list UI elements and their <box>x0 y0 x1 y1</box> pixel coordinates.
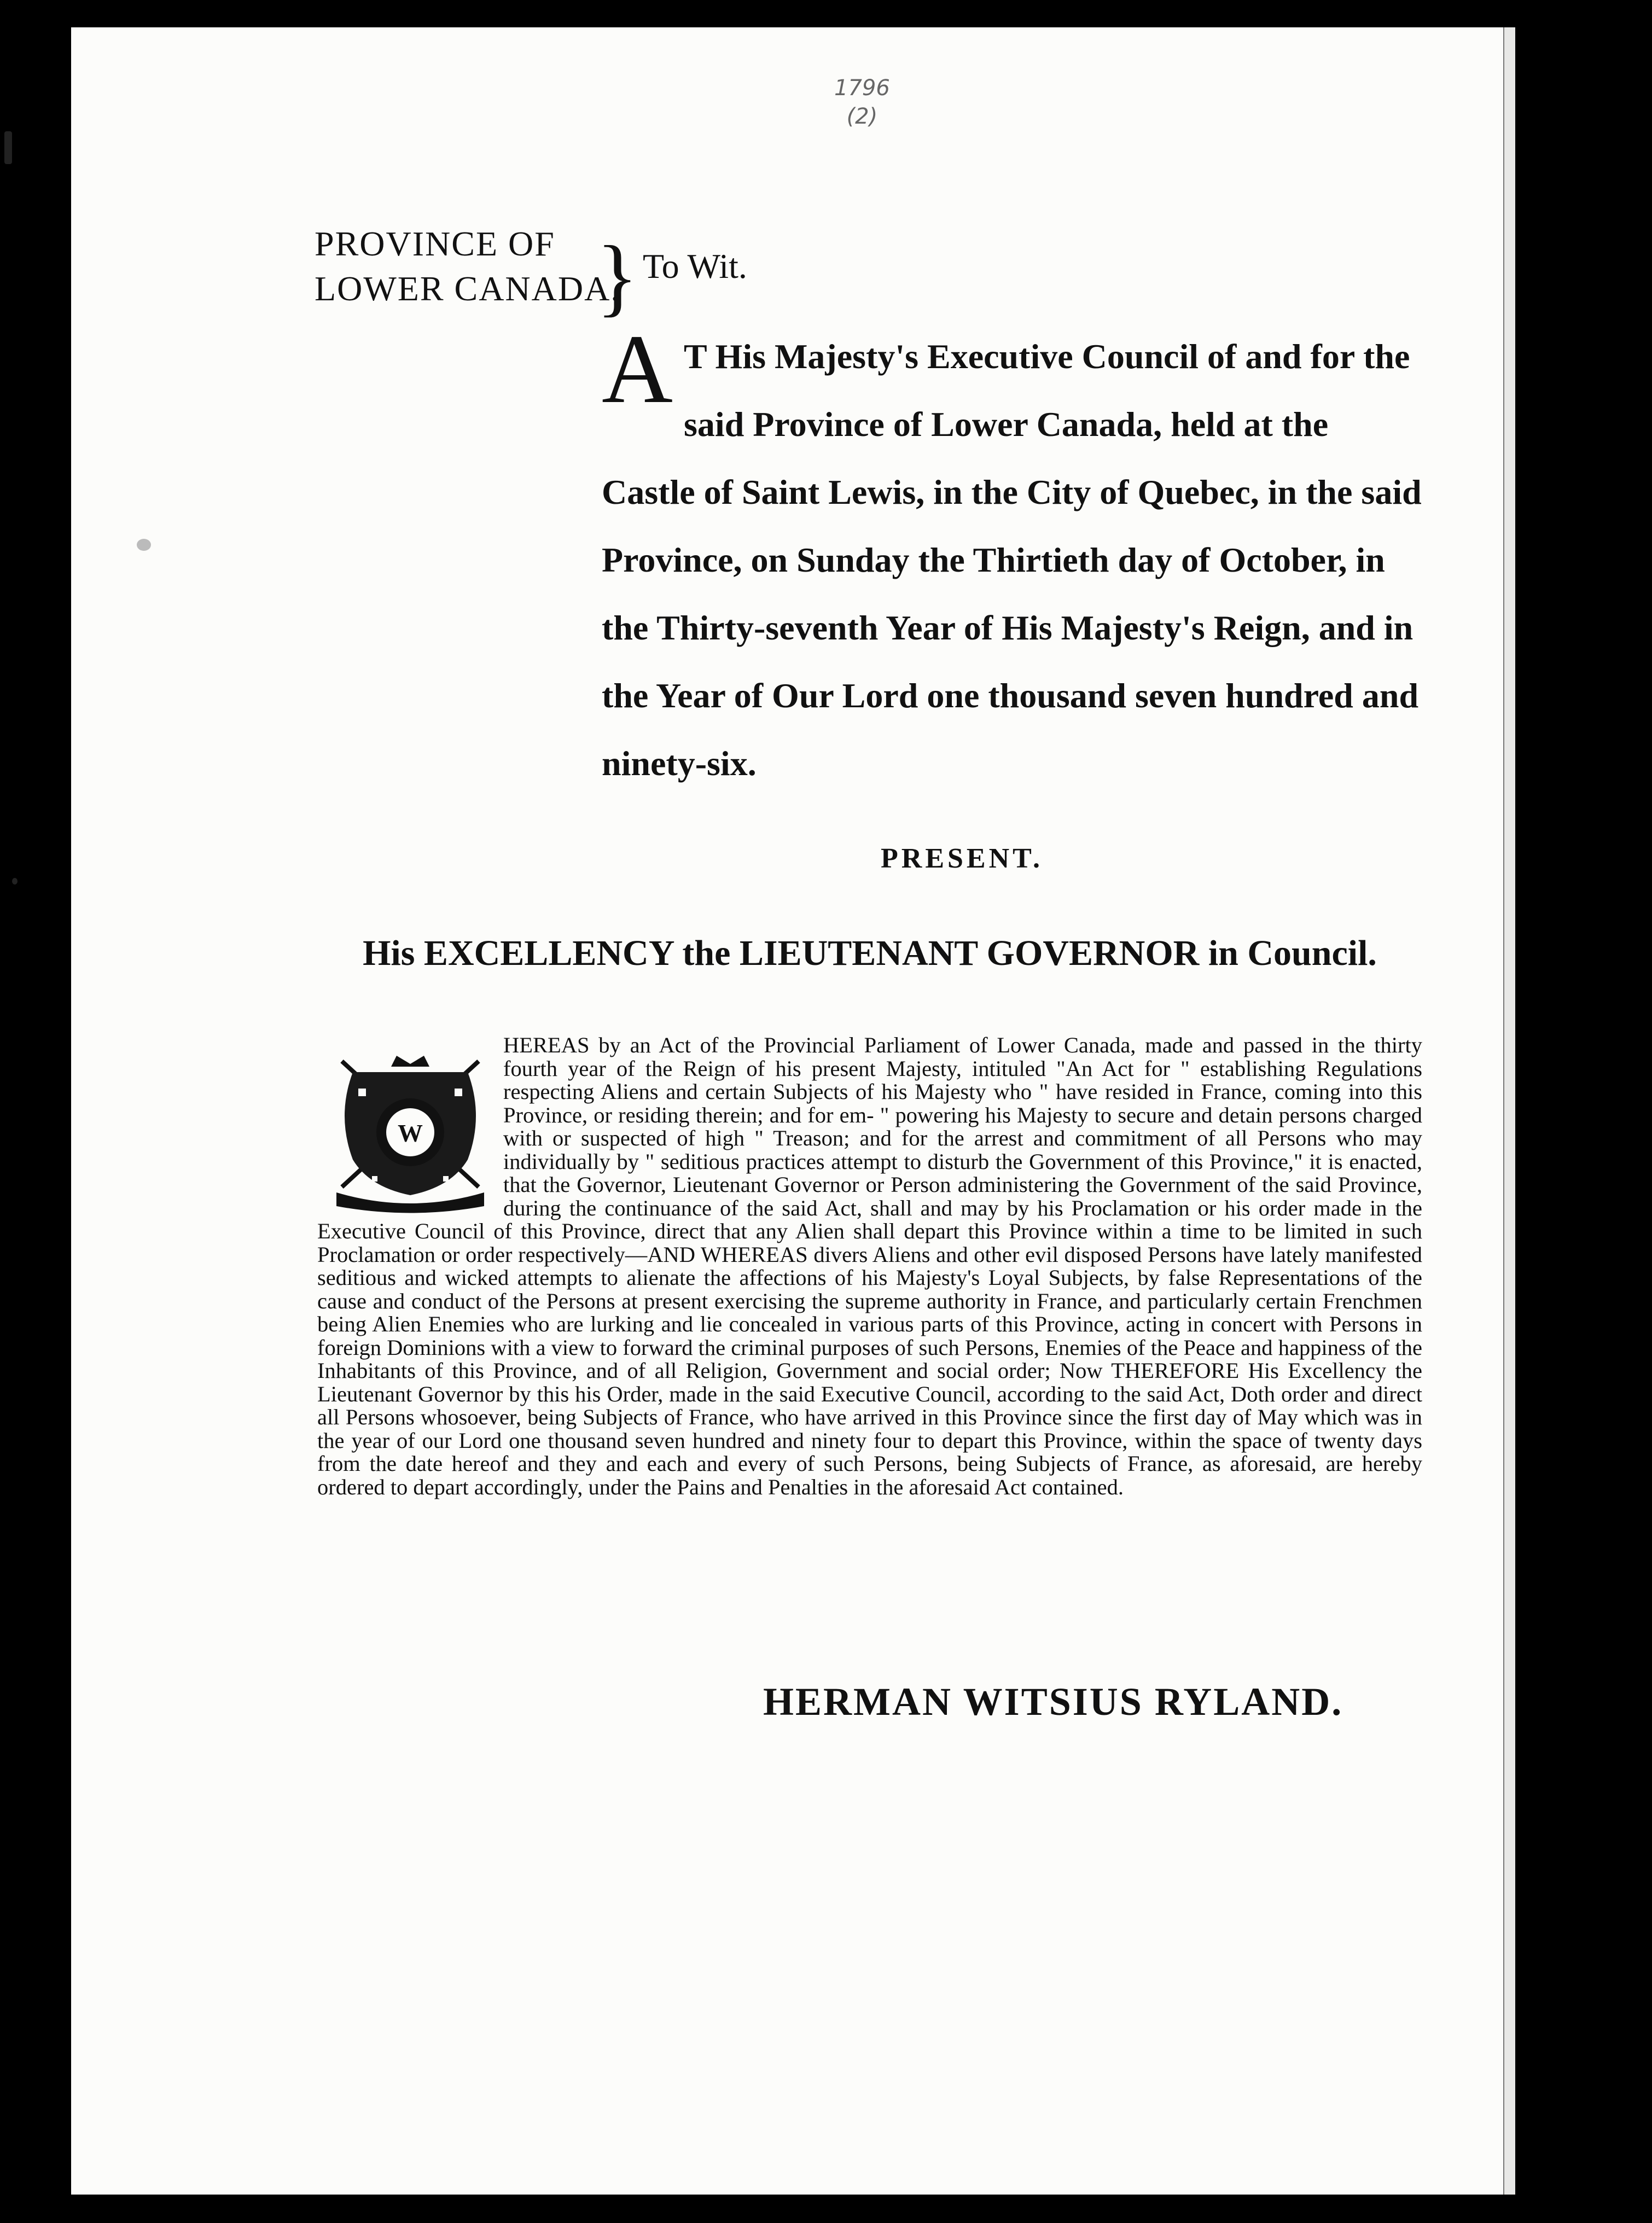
body-text: HEREAS by an Act of the Provincial Parliament of Lower Canada, made and passed in the thirty fourth year of the Reign of his present Majesty, intituled "An Act for " establishing Regulations respecting Aliens and certain Subjects of his Majesty who " have resided in France, coming into this Province, or residing therein; and for em- " powering his Majesty to secure and detain persons charged with or suspected of high " Treason; and for the arrest and commitment of all Persons who may individually by " seditious practices attempt to disturb the Government of this Province," it is enacted, that the Governor, Lieutenant Governor or Person administering the Government of the said Province, during the continuance of the said Act, shall and may by his Proclamation or his order made in the Executive Council of this Province, direct that any Alien shall depart this Province within a time to be limited in such Proclamation or order respectively—AND WHEREAS divers Aliens and other evil disposed Persons have lately manifested seditious and wicked attempts to alienate the affections of his Majesty's Loyal Subjects, by false Representations of the cause and conduct of the Persons at present exercising the supreme authority in France, and particularly certain Frenchmen being Alien Enemies who are lurking and lie concealed in various parts of this Province, acting in concert with Persons in foreign Dominions with a view to forward the criminal purposes of such Persons, Enemies of the Peace and happiness of the Inhabitants of this Province, and of all Religion, Government and social order; Now THEREFORE His Excellency the Lieutenant Governor by this his Order, made in the said Executive Council, according to the said Act, Doth order and direct all Persons whosoever, being Subjects of France, who have arrived in this Province since the first day of May which was in the year of our Lord one thousand seven hundred and ninety four to depart this Province, within the space of twenty days from the date hereof and they and each and every of such Persons, being Subjects of France, as aforesaid, are hereby ordered to depart accordingly, under the Pains and Penalties in the aforesaid Act contained. <box>317 1033 1422 1499</box>
preamble-text: T His Majesty's Executive Council of and for the said Province of Lower Canada, held at the Castle of Saint Lewis, in the City of Quebec, in the said Province, on Sunday the Thirtieth day of October, in the Thirty-seventh Year of His Majesty's Reign, and in the Year of Our Lord one thousand seven hundred and ninety-six. <box>602 337 1422 783</box>
proclamation-body <box>317 1034 1422 1499</box>
scan-artifact <box>137 539 151 551</box>
pencil-number: (2) <box>846 104 878 129</box>
council-preamble <box>602 315 1422 798</box>
scan-artifact <box>4 131 12 164</box>
signature: HERMAN WITSIUS RYLAND. <box>763 1680 1343 1724</box>
caption-line-province: PROVINCE OF <box>315 224 555 263</box>
pencil-year: 1796 <box>834 75 890 101</box>
to-wit: To Wit. <box>643 247 747 286</box>
caption-line-lower-canada: LOWER CANADA. <box>315 269 621 308</box>
excellency-line: His EXCELLENCY the LIEUTENANT GOVERNOR in Council. <box>363 933 1377 973</box>
seal-letter: W <box>398 1119 423 1147</box>
present-heading: PRESENT. <box>881 843 1043 874</box>
caption-brace: } <box>596 228 638 325</box>
scan-artifact <box>12 878 18 884</box>
pencil-annotation <box>834 74 890 131</box>
drop-cap: A <box>602 315 673 423</box>
facing-page-edge <box>1504 27 1515 2195</box>
